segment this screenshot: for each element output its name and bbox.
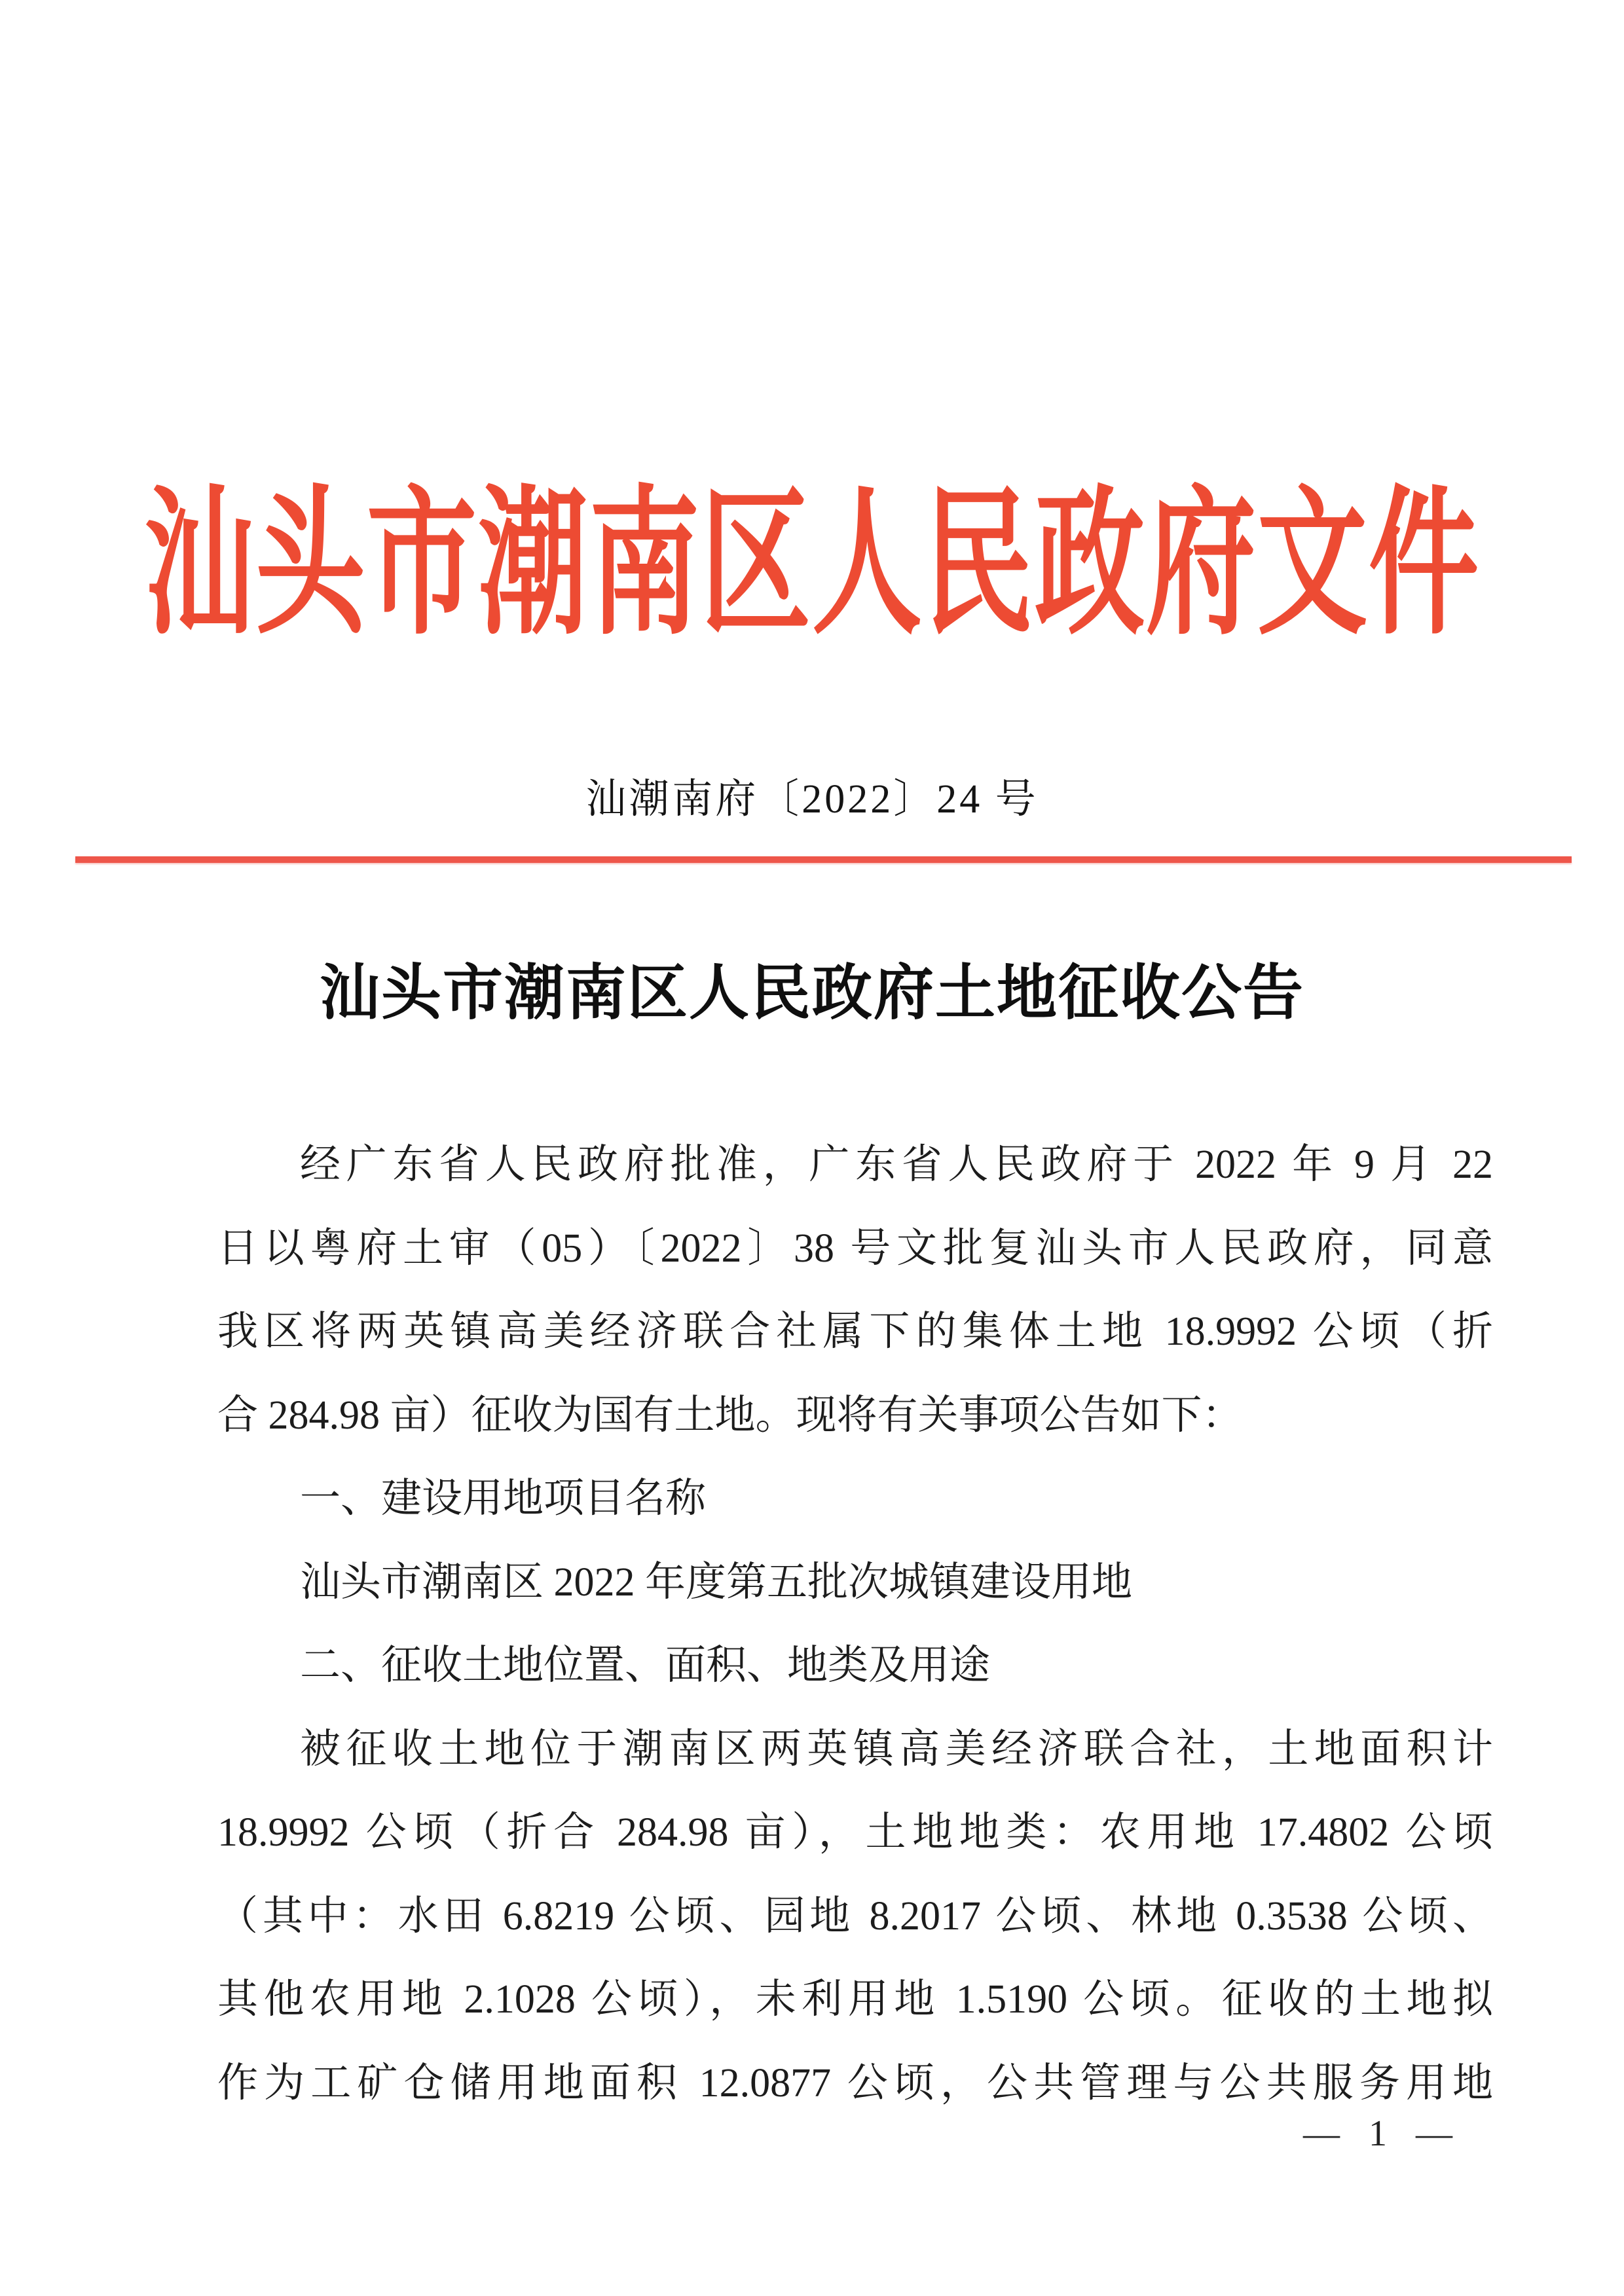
body-line: 经广东省人民政府批准，广东省人民政府于 2022 年 9 月 22 (300, 1142, 1493, 1187)
body-line: 被征收土地位于潮南区两英镇高美经济联合社，土地面积计 (300, 1726, 1493, 1772)
letterhead-red-divider (75, 856, 1572, 863)
document-number: 汕潮南府〔2022〕24 号 (585, 777, 1039, 822)
body-line: 日以粤府土审（05）〔2022〕38 号文批复汕头市人民政府，同意 (217, 1226, 1493, 1271)
body-line: 二、征收土地位置、面积、地类及用途 (300, 1643, 991, 1688)
document-title: 汕头市潮南区人民政府土地征收公告 (319, 960, 1304, 1027)
body-line: 我区将两英镇高美经济联合社属下的集体土地 18.9992 公顷（折 (217, 1309, 1493, 1354)
body-line: 一、建设用地项目名称 (300, 1476, 707, 1521)
document-body (217, 1123, 1493, 2125)
body-line: 18.9992 公顷（折合 284.98 亩），土地地类：农用地 17.4802 公顷 (217, 1810, 1493, 1855)
body-line: 汕头市潮南区 2022 年度第五批次城镇建设用地 (300, 1559, 1133, 1605)
page-number: — 1 — (1303, 2113, 1452, 2154)
body-line: （其中：水田 6.8219 公顷、园地 8.2017 公顷、林地 0.3538 公顷、 (217, 1893, 1493, 1939)
body-line: 其他农用地 2.1028 公顷），未利用地 1.5190 公顷。征收的土地拟 (217, 1977, 1493, 2022)
body-line: 作为工矿仓储用地面积 12.0877 公顷，公共管理与公共服务用地 (217, 2060, 1493, 2105)
letterhead-org-title: 汕头市潮南区人民政府文件 (144, 477, 1480, 654)
body-line: 合 284.98 亩）征收为国有土地。现将有关事项公告如下： (217, 1393, 1243, 1438)
